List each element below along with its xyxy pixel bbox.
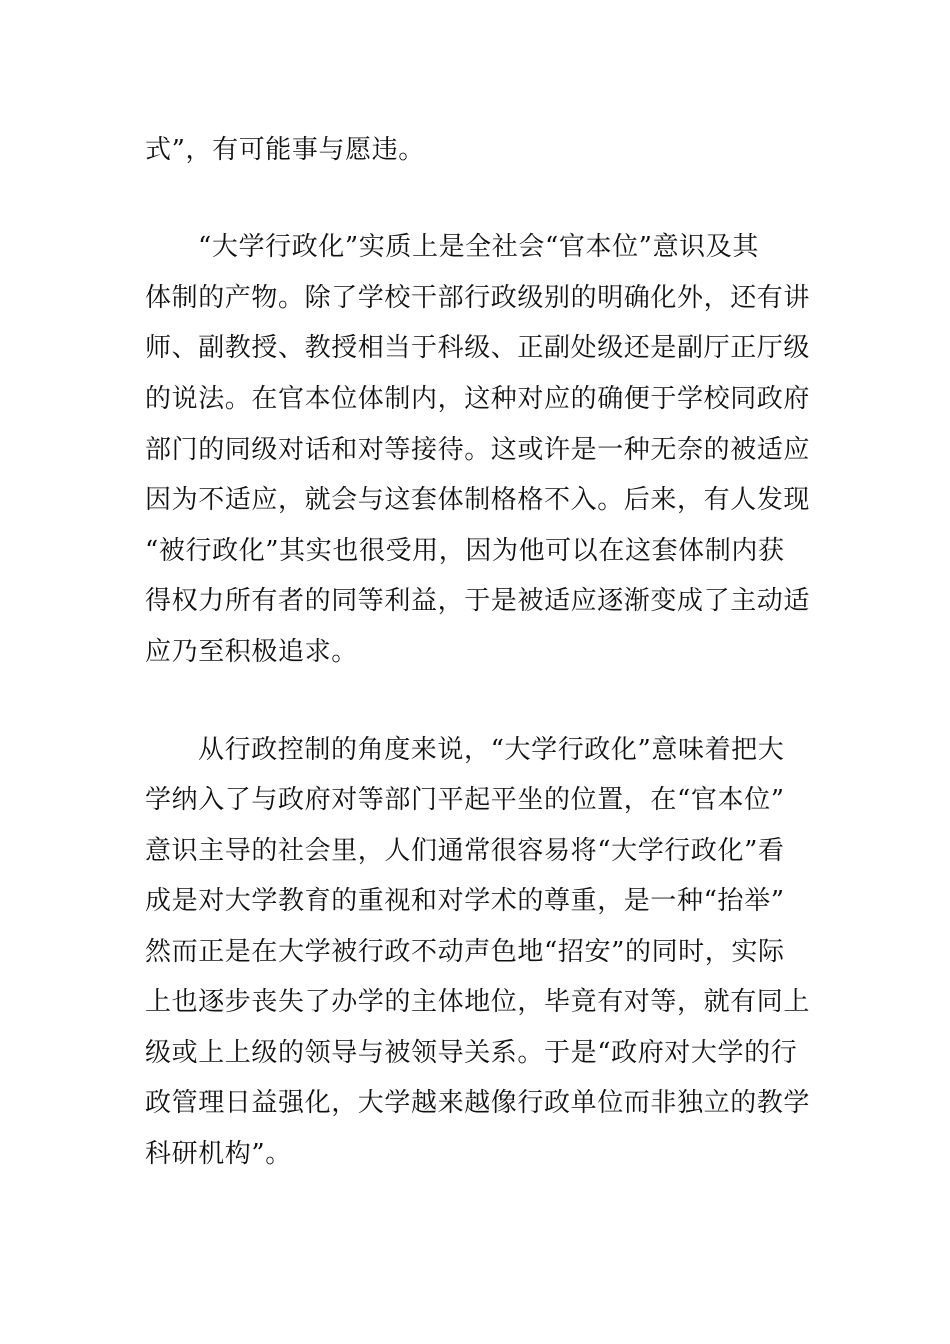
paragraph-2-line-9: 应乃至积极追求。: [145, 637, 358, 667]
paragraph-3-line-2: 学纳入了与政府对等部门平起平坐的位置，在“官本位”: [145, 785, 785, 815]
paragraph-3-line-1: 从行政控制的角度来说，“大学行政化”意味着把大: [198, 735, 785, 765]
paragraph-2-line-2: 体制的产物。除了学校干部行政级别的明确化外，还有讲: [145, 283, 811, 313]
paragraph-1-line-1: 式”，有可能事与愿违。: [145, 135, 425, 165]
paragraph-2-line-1: “大学行政化”实质上是全社会“官本位”意识及其: [198, 232, 759, 262]
paragraph-3-line-7: 级或上上级的领导与被领导关系。于是“政府对大学的行: [145, 1038, 798, 1068]
paragraph-2-line-8: 得权力所有者的同等利益，于是被适应逐渐变成了主动适: [145, 586, 811, 616]
paragraph-2-line-3: 师、副教授、教授相当于科级、正副处级还是副厅正厅级: [145, 333, 811, 363]
paragraph-3-line-4: 成是对大学教育的重视和对学术的尊重，是一种“抬举”: [145, 886, 785, 916]
paragraph-3-line-9: 科研机构”。: [145, 1139, 292, 1169]
paragraph-2-line-6: 因为不适应，就会与这套体制格格不入。后来，有人发现: [145, 485, 811, 515]
paragraph-2-line-4: 的说法。在官本位体制内，这种对应的确便于学校同政府: [145, 384, 811, 414]
paragraph-3-line-8: 政管理日益强化，大学越来越像行政单位而非独立的教学: [145, 1088, 811, 1118]
paragraph-2-line-7: “被行政化”其实也很受用，因为他可以在这套体制内获: [145, 536, 785, 566]
paragraph-3-line-6: 上也逐步丧失了办学的主体地位，毕竟有对等，就有同上: [145, 987, 811, 1017]
paragraph-3-line-5: 然而正是在大学被行政不动声色地“招安”的同时，实际: [145, 937, 785, 967]
paragraph-2-line-5: 部门的同级对话和对等接待。这或许是一种无奈的被适应: [145, 435, 811, 465]
paragraph-3-line-3: 意识主导的社会里，人们通常很容易将“大学行政化”看: [145, 836, 785, 866]
